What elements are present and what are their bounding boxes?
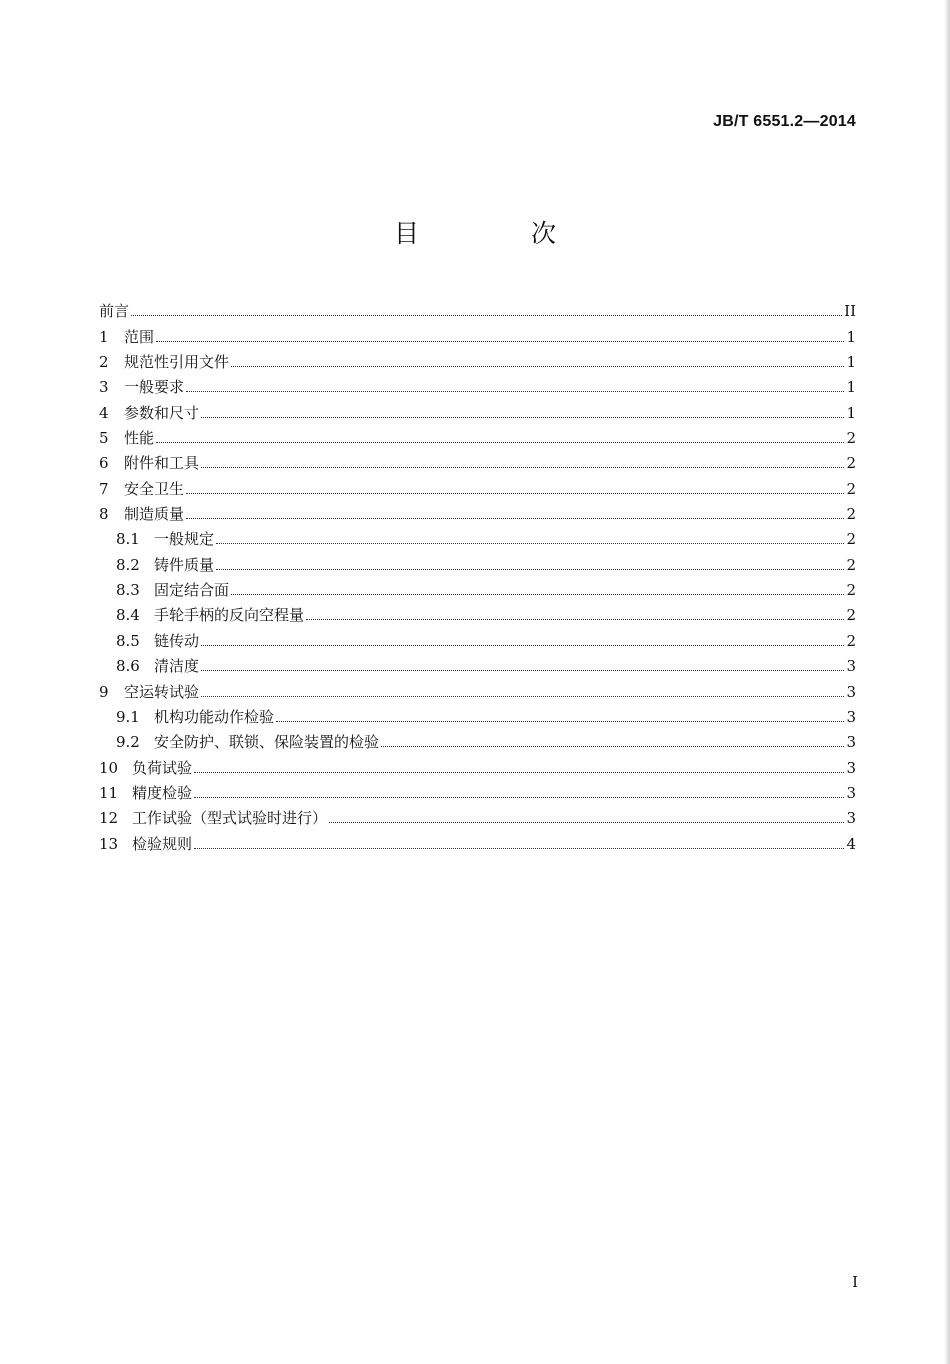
toc-entry-title: 参数和尺寸 (124, 403, 200, 422)
toc-entry-title: 规范性引用文件 (124, 353, 230, 372)
toc-entry[interactable] (99, 651, 856, 676)
toc-entry-number: 1 (99, 327, 109, 346)
toc-leader-dots (216, 543, 844, 544)
toc-entry-title: 铸件质量 (154, 555, 215, 574)
toc-leader-dots (131, 315, 842, 316)
page-edge-shadow (944, 0, 950, 1364)
toc-entry-number: 3 (99, 378, 109, 397)
toc-entry-title: 一般要求 (124, 378, 185, 397)
toc-leader-dots (201, 670, 844, 671)
toc-entry[interactable] (99, 321, 856, 346)
toc-entry-page: 2 (846, 555, 856, 574)
toc-entry-number: 9 (99, 682, 109, 701)
toc-entry[interactable] (99, 575, 856, 600)
toc-entry-page: 2 (846, 429, 856, 448)
toc-leader-dots (329, 822, 844, 823)
toc-leader-dots (201, 696, 844, 697)
toc-entry-page: 3 (846, 733, 856, 752)
toc-entry-page: 3 (846, 657, 856, 676)
toc-entry-title: 安全卫生 (124, 479, 185, 498)
toc-entry-number: 9.2 (116, 733, 140, 752)
toc-leader-dots (216, 569, 844, 570)
toc-entry-page: 2 (846, 581, 856, 600)
toc-entry[interactable] (99, 423, 856, 448)
toc-entry-number: 8 (99, 505, 109, 524)
toc-entry-title: 检验规则 (132, 834, 193, 853)
toc-entry-number: 8.2 (116, 555, 140, 574)
toc-entry-number: 6 (99, 454, 109, 473)
toc-entry-page: 2 (846, 454, 856, 473)
toc-leader-dots (186, 493, 844, 494)
toc-entry[interactable] (99, 549, 856, 574)
toc-entry[interactable] (99, 372, 856, 397)
toc-leader-dots (231, 366, 844, 367)
toc-entry-number: 7 (99, 479, 109, 498)
toc-entry[interactable] (99, 473, 856, 498)
toc-entry-title: 链传动 (154, 631, 200, 650)
toc-leader-dots (194, 848, 844, 849)
toc-entry-title: 负荷试验 (132, 758, 193, 777)
page-title: 目 次 (394, 219, 608, 248)
toc-leader-dots (194, 797, 844, 798)
toc-entry-page: 2 (846, 505, 856, 524)
toc-entry-page: 1 (846, 403, 856, 422)
standard-code: JB/T 6551.2—2014 (713, 113, 856, 130)
toc-entry-title: 范围 (124, 327, 155, 346)
toc-entry-page: 2 (846, 479, 856, 498)
toc-entry-page: 3 (846, 707, 856, 726)
toc-leader-dots (156, 341, 844, 342)
toc-entry-page: 1 (846, 378, 856, 397)
toc-entry-page: 4 (846, 834, 856, 853)
toc-entry[interactable] (99, 752, 856, 777)
toc-entry-title: 制造质量 (124, 505, 185, 524)
toc-entry[interactable] (99, 625, 856, 650)
toc-entry-page: 3 (846, 758, 856, 777)
toc-entry-title: 一般规定 (154, 530, 215, 549)
toc-leader-dots (194, 772, 844, 773)
toc-entry-number: 10 (99, 758, 119, 777)
toc-entry-number: 8.5 (116, 631, 140, 650)
toc-leader-dots (186, 518, 844, 519)
toc-entry[interactable] (99, 828, 856, 853)
toc-entry-number: 12 (99, 809, 119, 828)
toc-entry[interactable] (99, 499, 856, 524)
toc-entry-title: 附件和工具 (124, 454, 200, 473)
toc-leader-dots (201, 645, 844, 646)
toc-entry-page: II (844, 302, 856, 321)
toc-entry-page: 3 (846, 682, 856, 701)
toc-entry[interactable] (99, 676, 856, 701)
toc-leader-dots (201, 467, 844, 468)
toc-leader-dots (156, 442, 844, 443)
toc-entry-number: 2 (99, 353, 109, 372)
toc-entry-number: 8.6 (116, 657, 140, 676)
toc-entry-title: 清洁度 (154, 657, 200, 676)
toc-leader-dots (186, 391, 844, 392)
toc-entry[interactable] (99, 600, 856, 625)
toc-entry-page: 1 (846, 353, 856, 372)
toc-entry-title: 工作试验（型式试验时进行） (132, 809, 328, 828)
page-number: I (852, 1273, 858, 1291)
toc-entry[interactable] (99, 524, 856, 549)
toc-entry-title: 机构功能动作检验 (154, 707, 275, 726)
toc-entry-number: 5 (99, 429, 109, 448)
toc-entry-number: 4 (99, 403, 109, 422)
toc-entry-title: 固定结合面 (154, 581, 230, 600)
toc-entry-title: 安全防护、联锁、保险装置的检验 (154, 733, 380, 752)
toc-entry-number: 8.1 (116, 530, 140, 549)
toc-entry-number: 8.3 (116, 581, 140, 600)
toc-entry[interactable] (99, 397, 856, 422)
toc-entry-title: 手轮手柄的反向空程量 (154, 606, 305, 625)
toc-entry[interactable] (99, 778, 856, 803)
toc-leader-dots (231, 594, 844, 595)
toc-leader-dots (201, 417, 844, 418)
toc-entry-page: 2 (846, 631, 856, 650)
toc-entry-number: 11 (99, 783, 119, 802)
toc-entry[interactable] (99, 803, 856, 828)
toc-entry[interactable] (99, 296, 856, 321)
toc-entry-page: 2 (846, 530, 856, 549)
toc-entry-page: 1 (846, 327, 856, 346)
toc-leader-dots (381, 746, 844, 747)
toc-entry-title: 性能 (124, 429, 155, 448)
toc-entry-number: 9.1 (116, 707, 140, 726)
toc-entry[interactable] (99, 448, 856, 473)
toc-entry-page: 3 (846, 809, 856, 828)
toc-entry-title: 前言 (99, 302, 130, 321)
toc-entry-page: 3 (846, 783, 856, 802)
toc-entry[interactable] (99, 702, 856, 727)
toc-entry-number: 13 (99, 834, 119, 853)
toc-leader-dots (276, 721, 844, 722)
toc-entry[interactable] (99, 727, 856, 752)
toc-entry-title: 精度检验 (132, 783, 193, 802)
toc-entry-number: 8.4 (116, 606, 140, 625)
toc-entry[interactable] (99, 347, 856, 372)
toc-leader-dots (306, 619, 844, 620)
table-of-contents (99, 296, 856, 854)
toc-entry-page: 2 (846, 606, 856, 625)
toc-entry-title: 空运转试验 (124, 682, 200, 701)
